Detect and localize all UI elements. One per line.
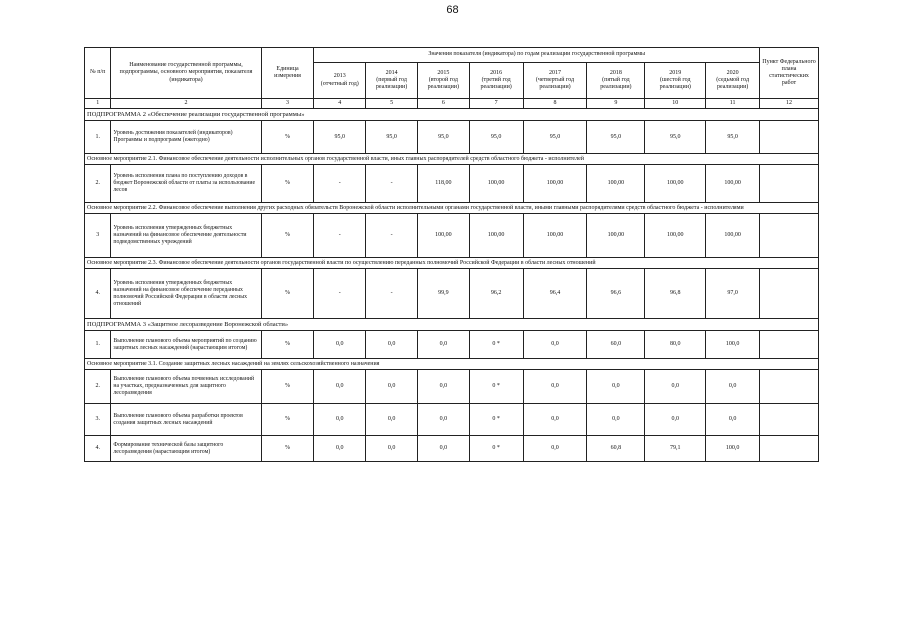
indicator-value: 100,00 (587, 214, 645, 258)
header-name: Наименование государственной программы, подпрограммы, основного мероприятия, показателя (индикатора) (111, 48, 261, 99)
indicator-unit: % (261, 121, 314, 154)
header-year-value: 2013 (333, 73, 346, 80)
header-year (706, 63, 760, 99)
indicator-row (85, 404, 819, 436)
column-number: 5 (366, 99, 418, 109)
indicator-value: 0 * (469, 404, 523, 436)
indicator-value: 0,0 (523, 436, 587, 462)
column-number: 7 (469, 99, 523, 109)
indicator-point (760, 165, 819, 203)
indicator-value: 100,00 (523, 214, 587, 258)
indicator-value: 0,0 (417, 404, 469, 436)
subprogram-row (85, 109, 819, 121)
header-year-caption: (седьмой год реализации) (716, 76, 750, 91)
indicator-name: Выполнение планового объема разработки проектов создания защитных лесных насаждений (111, 404, 261, 436)
indicator-value: 95,0 (645, 121, 706, 154)
indicator-unit: % (261, 370, 314, 404)
main-event-title: Основное мероприятие 2.3. Финансовое обеспечение деятельности органов государственной власти по осуществлению переданных полномочий Российской Федерации в области лесных отношений (85, 258, 819, 269)
indicator-point (760, 370, 819, 404)
indicator-point (760, 214, 819, 258)
indicator-value: - (314, 165, 366, 203)
indicator-row (85, 331, 819, 359)
indicator-name: Выполнение планового объема почвенных исследований на участках, предназначенных для защитного лесоразведения (111, 370, 261, 404)
indicator-value: 97,0 (706, 269, 760, 319)
column-number: 11 (706, 99, 760, 109)
indicator-value: 79,1 (645, 436, 706, 462)
main-event-title: Основное мероприятие 3.1. Создание защитных лесных насаждений на землях сельскохозяйственного назначения (85, 359, 819, 370)
indicator-name: Выполнение планового объема мероприятий по созданию защитных лесных насаждений (нарастающим итогом) (111, 331, 261, 359)
header-year-caption: (первый год реализации) (375, 76, 408, 91)
indicator-value: 100,0 (706, 331, 760, 359)
indicator-value: 0,0 (366, 370, 418, 404)
indicator-point (760, 404, 819, 436)
indicator-value: 100,00 (469, 214, 523, 258)
indicator-value: 95,0 (314, 121, 366, 154)
header-year-value: 2014 (385, 69, 398, 76)
header-num: № п/п (85, 48, 111, 99)
header-year-caption: (отчетный год) (320, 80, 359, 87)
indicator-row (85, 165, 819, 203)
indicator-value: 0,0 (314, 404, 366, 436)
header-year (587, 63, 645, 99)
indicator-value: 0,0 (587, 370, 645, 404)
indicator-unit: % (261, 165, 314, 203)
header-year (417, 63, 469, 99)
header-year (523, 63, 587, 99)
indicator-point (760, 121, 819, 154)
indicator-num: 1. (85, 121, 111, 154)
indicator-value: 0 * (469, 436, 523, 462)
indicator-value: 0,0 (645, 404, 706, 436)
indicator-row (85, 121, 819, 154)
header-year-caption: (четвертый год реализации) (535, 76, 575, 91)
indicator-value: 100,00 (645, 214, 706, 258)
indicator-value: 0,0 (587, 404, 645, 436)
main-event-row (85, 258, 819, 269)
header-year-value: 2018 (609, 69, 622, 76)
indicator-value: 0 * (469, 370, 523, 404)
indicator-value: 60,0 (587, 331, 645, 359)
indicator-value: 0,0 (417, 370, 469, 404)
header-year-value: 2019 (669, 69, 682, 76)
indicator-value: 95,0 (587, 121, 645, 154)
indicator-unit: % (261, 269, 314, 319)
indicator-unit: % (261, 436, 314, 462)
column-number: 8 (523, 99, 587, 109)
column-number: 12 (760, 99, 819, 109)
indicator-value: 96,8 (645, 269, 706, 319)
indicator-value: 0,0 (523, 331, 587, 359)
column-number: 3 (261, 99, 314, 109)
indicator-value: - (366, 214, 418, 258)
header-year-caption: (пятый год реализации) (600, 76, 632, 91)
indicator-value: 0,0 (366, 404, 418, 436)
indicator-value: 0,0 (366, 436, 418, 462)
column-number: 2 (111, 99, 261, 109)
column-number: 1 (85, 99, 111, 109)
indicator-num: 4. (85, 436, 111, 462)
header-year-value: 2016 (490, 69, 503, 76)
indicator-value: 100,00 (469, 165, 523, 203)
indicator-row (85, 370, 819, 404)
indicator-value: 80,0 (645, 331, 706, 359)
indicator-value: 0,0 (417, 331, 469, 359)
indicator-value: 99,9 (417, 269, 469, 319)
indicator-value: 0,0 (706, 370, 760, 404)
indicator-value: 95,0 (706, 121, 760, 154)
main-event-row (85, 154, 819, 165)
indicator-value: 96,6 (587, 269, 645, 319)
indicator-name: Уровень исполнения утвержденных бюджетных назначений на финансовое обеспечение переданных полномочий Российской Федерации в области лесных отношений (111, 269, 261, 319)
page-number: 68 (446, 4, 459, 16)
indicator-num: 4. (85, 269, 111, 319)
indicator-value: 95,0 (417, 121, 469, 154)
indicator-value: 0,0 (314, 331, 366, 359)
header-year-value: 2020 (726, 69, 739, 76)
column-number: 6 (417, 99, 469, 109)
indicator-unit: % (261, 331, 314, 359)
indicator-value: 0,0 (523, 370, 587, 404)
column-number: 4 (314, 99, 366, 109)
indicator-value: 100,00 (706, 165, 760, 203)
indicator-value: 0,0 (523, 404, 587, 436)
indicator-point (760, 331, 819, 359)
indicator-value: 0,0 (366, 331, 418, 359)
main-event-row (85, 203, 819, 214)
indicator-row (85, 436, 819, 462)
indicator-name: Уровень достижения показателей (индикаторов) Программы и подпрограмм (ежегодно) (111, 121, 261, 154)
indicator-row (85, 269, 819, 319)
indicator-unit: % (261, 404, 314, 436)
column-number: 10 (645, 99, 706, 109)
indicator-value: - (314, 214, 366, 258)
header-year-caption: (третий год реализации) (480, 76, 512, 91)
indicator-value: 100,00 (706, 214, 760, 258)
indicator-num: 2. (85, 370, 111, 404)
header-year-caption: (шестой год реализации) (659, 76, 691, 91)
indicator-value: 100,0 (706, 436, 760, 462)
indicator-value: 100,00 (645, 165, 706, 203)
indicator-value: 100,00 (417, 214, 469, 258)
indicator-value: 60,8 (587, 436, 645, 462)
subprogram-title: ПОДПРОГРАММА 2 «Обеспечение реализации государственной программы» (85, 109, 819, 121)
indicator-value: - (314, 269, 366, 319)
indicator-value: 100,00 (587, 165, 645, 203)
indicator-value: 95,0 (366, 121, 418, 154)
indicator-num: 2. (85, 165, 111, 203)
indicator-value: 0,0 (314, 436, 366, 462)
subprogram-row (85, 319, 819, 331)
header-unit: Единица измерения (261, 48, 314, 99)
header-year (314, 63, 366, 99)
indicator-value: - (366, 165, 418, 203)
indicator-value: 95,0 (469, 121, 523, 154)
indicator-value: 0,0 (314, 370, 366, 404)
indicator-value: - (366, 269, 418, 319)
indicator-point (760, 436, 819, 462)
header-values-group: Значения показателя (индикатора) по годам реализации государственной программы (314, 48, 760, 63)
header-year (645, 63, 706, 99)
header-year-value: 2017 (548, 69, 561, 76)
indicator-value: 0 * (469, 331, 523, 359)
indicator-num: 1. (85, 331, 111, 359)
indicator-num: 3 (85, 214, 111, 258)
indicator-value: 118,00 (417, 165, 469, 203)
indicator-row (85, 214, 819, 258)
indicator-value: 0,0 (645, 370, 706, 404)
column-number: 9 (587, 99, 645, 109)
header-year (469, 63, 523, 99)
header-year-value: 2015 (437, 69, 450, 76)
header-year (366, 63, 418, 99)
indicator-value: 96,2 (469, 269, 523, 319)
header-point: Пункт Федерального плана статистических работ (760, 48, 819, 99)
header-year-caption: (второй год реализации) (427, 76, 459, 91)
main-event-title: Основное мероприятие 2.1. Финансовое обеспечение деятельности исполнительных органов государственной власти, иных главных распорядителей средств областного бюджета - исполнителей (85, 154, 819, 165)
indicator-point (760, 269, 819, 319)
indicator-name: Уровень исполнения плана по поступлению доходов в бюджет Воронежской области от платы за использование лесов (111, 165, 261, 203)
indicator-name: Уровень исполнения утвержденных бюджетных назначений на финансовое обеспечение деятельности подведомственных учреждений (111, 214, 261, 258)
indicator-value: 96,4 (523, 269, 587, 319)
indicator-value: 100,00 (523, 165, 587, 203)
main-event-row (85, 359, 819, 370)
indicator-value: 95,0 (523, 121, 587, 154)
indicator-num: 3. (85, 404, 111, 436)
indicator-value: 0,0 (417, 436, 469, 462)
indicator-name: Формирование технической базы защитного лесоразведения (нарастающим итогом) (111, 436, 261, 462)
indicator-value: 0,0 (706, 404, 760, 436)
indicators-table (84, 47, 819, 462)
main-event-title: Основное мероприятие 2.2. Финансовое обеспечение выполнения других расходных обязательств Воронежской области исполнительными органами государственной власти, иными главными распорядителями средств областного бюджета - исполнителями (85, 203, 819, 214)
indicator-unit: % (261, 214, 314, 258)
subprogram-title: ПОДПРОГРАММА 3 «Защитное лесоразведение Воронежской области» (85, 319, 819, 331)
